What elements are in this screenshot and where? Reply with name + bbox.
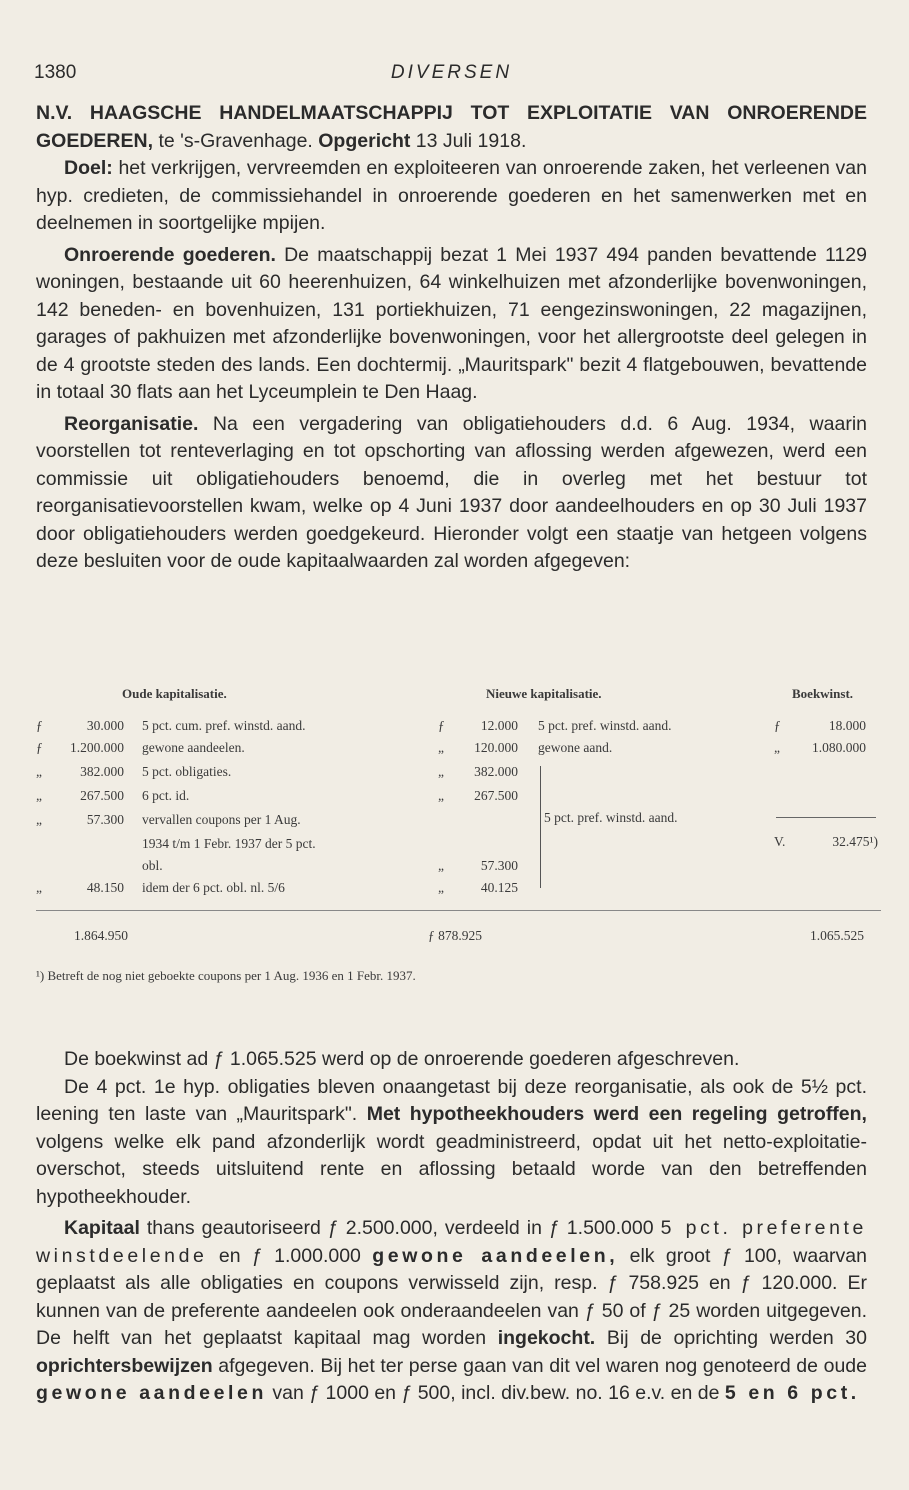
subtotal-rule [776,817,876,818]
new-amount: 382.000 [474,764,518,779]
kapitaal-text: afgegeven. Bij het ter perse gaan van dit vel waren nog genoteerd de oude [212,1354,867,1377]
company-location: te 's-Gravenhage. [153,129,319,152]
total-gain: 1.065.525 [810,928,864,943]
old-cur: ƒ [36,740,43,755]
old-amount: 1.200.000 [70,740,124,755]
kapitaal-text: en ƒ 1.000.000 [207,1244,373,1267]
new-cur: „ [438,764,444,779]
company-heading [36,100,867,155]
new-cur: „ [438,880,444,895]
brace-label: 5 pct. pref. winstd. aand. [544,810,678,825]
section-title: DIVERSEN [390,62,513,83]
onroerende-paragraph [36,242,867,407]
founded-date: 13 Juli 1918. [410,129,527,152]
obligaties-text-1: De 4 pct. 1e hyp. obligaties bleven onaangetast bij deze reorganisatie, als ook de 5½ pct. leening ten laste van „Mauritspark". [36,1075,867,1125]
kapitaal-spaced-1: 5 pct. preferente winstdeelende [36,1217,867,1267]
kapitaal-text: Bij de oprichting werden 30 [595,1327,867,1349]
old-amount: 57.300 [86,812,124,827]
old-desc: obl. [142,858,163,873]
page-number: 1380 [34,62,77,83]
kapitaal-label: Kapitaal [64,1217,140,1239]
gain-cur: „ [774,740,780,755]
kapitaal-bold-spaced-2: gewone aandeelen [36,1382,267,1404]
gain-amount: 32.475¹) [832,834,878,849]
new-cur: ƒ [438,718,445,733]
doel-text: het verkrijgen, vervreemden en exploiteeren van onroerende zaken, het verleenen van hyp. credieten, de commissiehandel in onroerende goederen en het samenwerken met en deelnemen in soortgelijke mpijen. [36,157,867,234]
new-desc: 5 pct. pref. winstd. aand. [538,718,672,733]
old-desc: 6 pct. id. [142,788,190,803]
old-amount: 48.150 [86,880,124,895]
new-desc: gewone aand. [538,740,613,755]
boekwinst-paragraph: De boekwinst ad ƒ 1.065.525 werd op de onroerende goederen afgeschreven. [64,1048,740,1070]
new-amount: 57.300 [480,858,518,873]
gain-amount: 18.000 [828,718,866,733]
onroerende-label: Onroerende goederen. [64,243,276,266]
doel-paragraph [36,155,867,238]
old-desc: 5 pct. cum. pref. winstd. aand. [142,718,306,733]
new-amount: 120.000 [474,740,518,755]
total-old: 1.864.950 [74,928,128,943]
gain-cur: ƒ [774,718,781,733]
new-cur: „ [438,740,444,755]
old-cur: „ [36,880,42,895]
kapitaal-bold-1: ingekocht. [497,1327,596,1349]
kapitaal-bold-spaced-1: gewone aandeelen, [372,1244,619,1267]
gain-cur: V. [774,834,786,849]
founded-label: Opgericht [318,129,411,152]
old-amount: 382.000 [80,764,124,779]
old-desc: gewone aandeelen. [142,740,245,755]
new-amount: 267.500 [474,788,518,803]
old-amount: 267.500 [80,788,124,803]
kapitaal-text: thans geautoriseerd ƒ 2.500.000, verdeeld in ƒ 1.500.000 [139,1217,661,1239]
old-cur: „ [36,764,42,779]
obligaties-paragraph [36,1074,867,1212]
old-amount: 30.000 [86,718,124,733]
obligaties-bold: Met hypotheekhouders werd een regeling getroffen, [366,1103,867,1125]
kapitaal-bold-2: oprichtersbewijzen [36,1354,213,1377]
kapitaal-text: van ƒ 1000 en ƒ 500, incl. div.bew. no. 16 e.v. en de [267,1382,725,1404]
old-desc: 1934 t/m 1 Febr. 1937 der 5 pct. [142,836,316,851]
upper-text [36,100,867,576]
old-desc: vervallen coupons per 1 Aug. [142,812,301,827]
onroerende-text: De maatschappij bezat 1 Mei 1937 494 panden bevattende 1129 woningen, bestaande uit 60 heerenhuizen, 64 winkelhuizen met afzonderlijke bovenwoningen, 142 beneden- en bovenhuizen, 131 portiekhuizen, 71 eengezinswoningen, 22 magazijnen, garages of pakhuizen met afzonderlijke bovenwoningen, voor het allergrootste deel gelegen in de 4 grootste steden des lands. Een dochtermij. „Mauritspark" bezit 4 flatgebouwen, bevattende in totaal 30 flats aan het Lyceumplein te Den Haag. [36,243,867,403]
header-old: Oude kapitalisatie. [122,686,227,701]
old-cur: „ [36,812,42,827]
doel-label: Doel: [64,157,113,179]
kapitaal-text: elk groot ƒ 100, waarvan geplaatst als alle obligaties en coupons verwisseld zijn, resp. ƒ 758.925 en ƒ 120.000. Er kunnen van de preferente aandeelen ook onderaandeelen van ƒ 50 of ƒ 25 worden uitgegeven. De helft van het geplaatst kapitaal mag worden [36,1244,867,1349]
new-amount: 12.000 [480,718,518,733]
capitalisation-table [36,682,881,982]
page-header [34,62,869,88]
old-cur: ƒ [36,718,43,733]
header-gain: Boekwinst. [792,686,854,701]
lower-text [36,1046,867,1408]
gain-amount: 1.080.000 [812,740,866,755]
reorganisatie-paragraph [36,411,867,576]
reorganisatie-text: Na een vergadering van obligatiehouders d.d. 6 Aug. 1934, waarin voorstellen tot renteverlaging en tot opschorting van aflossing werden afgewezen, werd een commissie uit obligatiehouders benoemd, die in overleg met het bestuur tot reorganisatievoorstellen kwam, welke op 4 Juni 1937 door aandeelhouders en op 30 Juli 1937 door obligatiehouders werden goedgekeurd. Hieronder volgt een staatje van hetgeen volgens deze besluiten voor de oude kapitaalwaarden zal worden afgegeven: [36,412,867,572]
kapitaal-paragraph [36,1215,867,1408]
kapitaal-bold-spaced-3: 5 en 6 pct. [724,1382,860,1404]
old-cur: „ [36,788,42,803]
new-amount: 40.125 [480,880,518,895]
old-desc: 5 pct. obligaties. [142,764,232,779]
new-cur: „ [438,858,444,873]
total-new: ƒ 878.925 [428,928,482,943]
company-name: N.V. HAAGSCHE HANDELMAATSCHAPPIJ TOT EXPLOITATIE VAN ONROERENDE GOEDEREN, [36,102,867,152]
new-cur: „ [438,788,444,803]
grouping-brace [530,766,541,888]
table-footnote: ¹) Betreft de nog niet geboekte coupons per 1 Aug. 1936 en 1 Febr. 1937. [36,968,416,983]
totals-rule [36,910,881,911]
old-desc: idem der 6 pct. obl. nl. 5/6 [142,880,285,895]
header-new: Nieuwe kapitalisatie. [486,686,602,701]
reorganisatie-label: Reorganisatie. [64,412,199,435]
obligaties-text-2: volgens welke elk pand afzonderlijk wordt geadministreerd, opdat uit het netto-exploitatie-overschot, steeds uitsluitend rente en aflossing betaald worde van den betreffenden hypotheekhouder. [36,1130,867,1208]
